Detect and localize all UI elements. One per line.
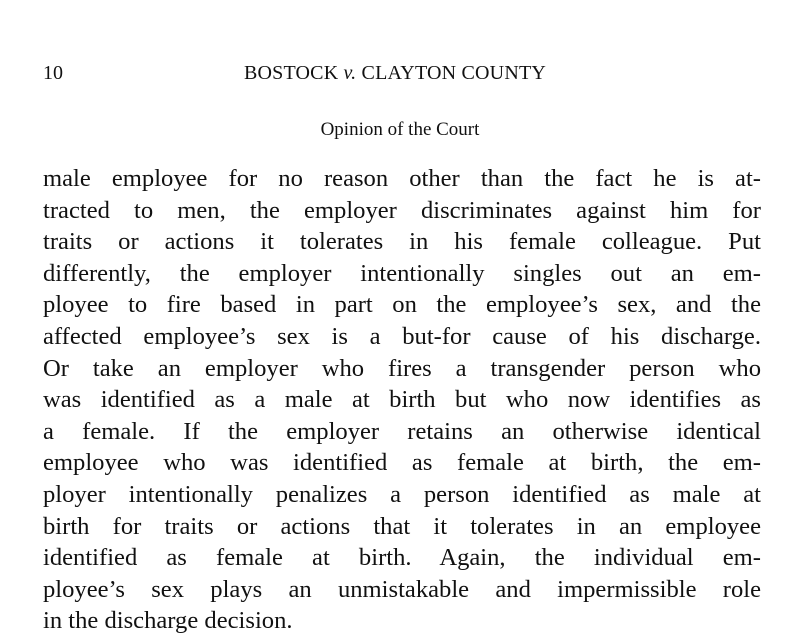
- paragraph-line: differently, the employer intentionally singles out an em-: [43, 259, 761, 287]
- case-name-part1: BOSTOCK: [243, 62, 344, 84]
- case-versus: v.: [343, 62, 357, 84]
- paragraph-line: male employee for no reason other than the fact he is at-: [43, 165, 761, 192]
- paragraph-line: ployer intentionally penalizes a person identified as male at: [43, 480, 761, 508]
- opinion-subtitle: Opinion of the Court: [320, 119, 480, 140]
- case-name-part2: CLAYTON COUNTY: [356, 62, 547, 84]
- paragraph-line: tracted to men, the employer discriminates against him for: [43, 196, 761, 224]
- paragraph-line: employee who was identified as female at birth, the em-: [43, 449, 761, 477]
- paragraph-line: was identified as a male at birth but who now identifies as: [43, 386, 761, 414]
- running-head: [0, 61, 790, 85]
- paragraph-line: a female. If the employer retains an otherwise identical: [43, 417, 761, 445]
- paragraph-line: identified as female at birth. Again, the individual em-: [43, 544, 761, 572]
- paragraph-line: ployee to fire based in part on the employee’s sex, and the: [43, 291, 761, 319]
- paragraph-line: in the discharge decision.: [43, 607, 293, 635]
- paragraph-line: Or take an employer who fires a transgender person who: [43, 354, 761, 382]
- paragraph-line: ployee’s sex plays an unmistakable and impermissible role: [43, 575, 761, 603]
- page-number: 10: [43, 62, 63, 84]
- paragraph-line: birth for traits or actions that it tolerates in an employee: [43, 512, 761, 540]
- opinion-paragraph: [43, 163, 761, 637]
- paragraph-line: traits or actions it tolerates in his female colleague. Put: [43, 228, 761, 256]
- paragraph-line: affected employee’s sex is a but-for cause of his discharge.: [43, 322, 761, 350]
